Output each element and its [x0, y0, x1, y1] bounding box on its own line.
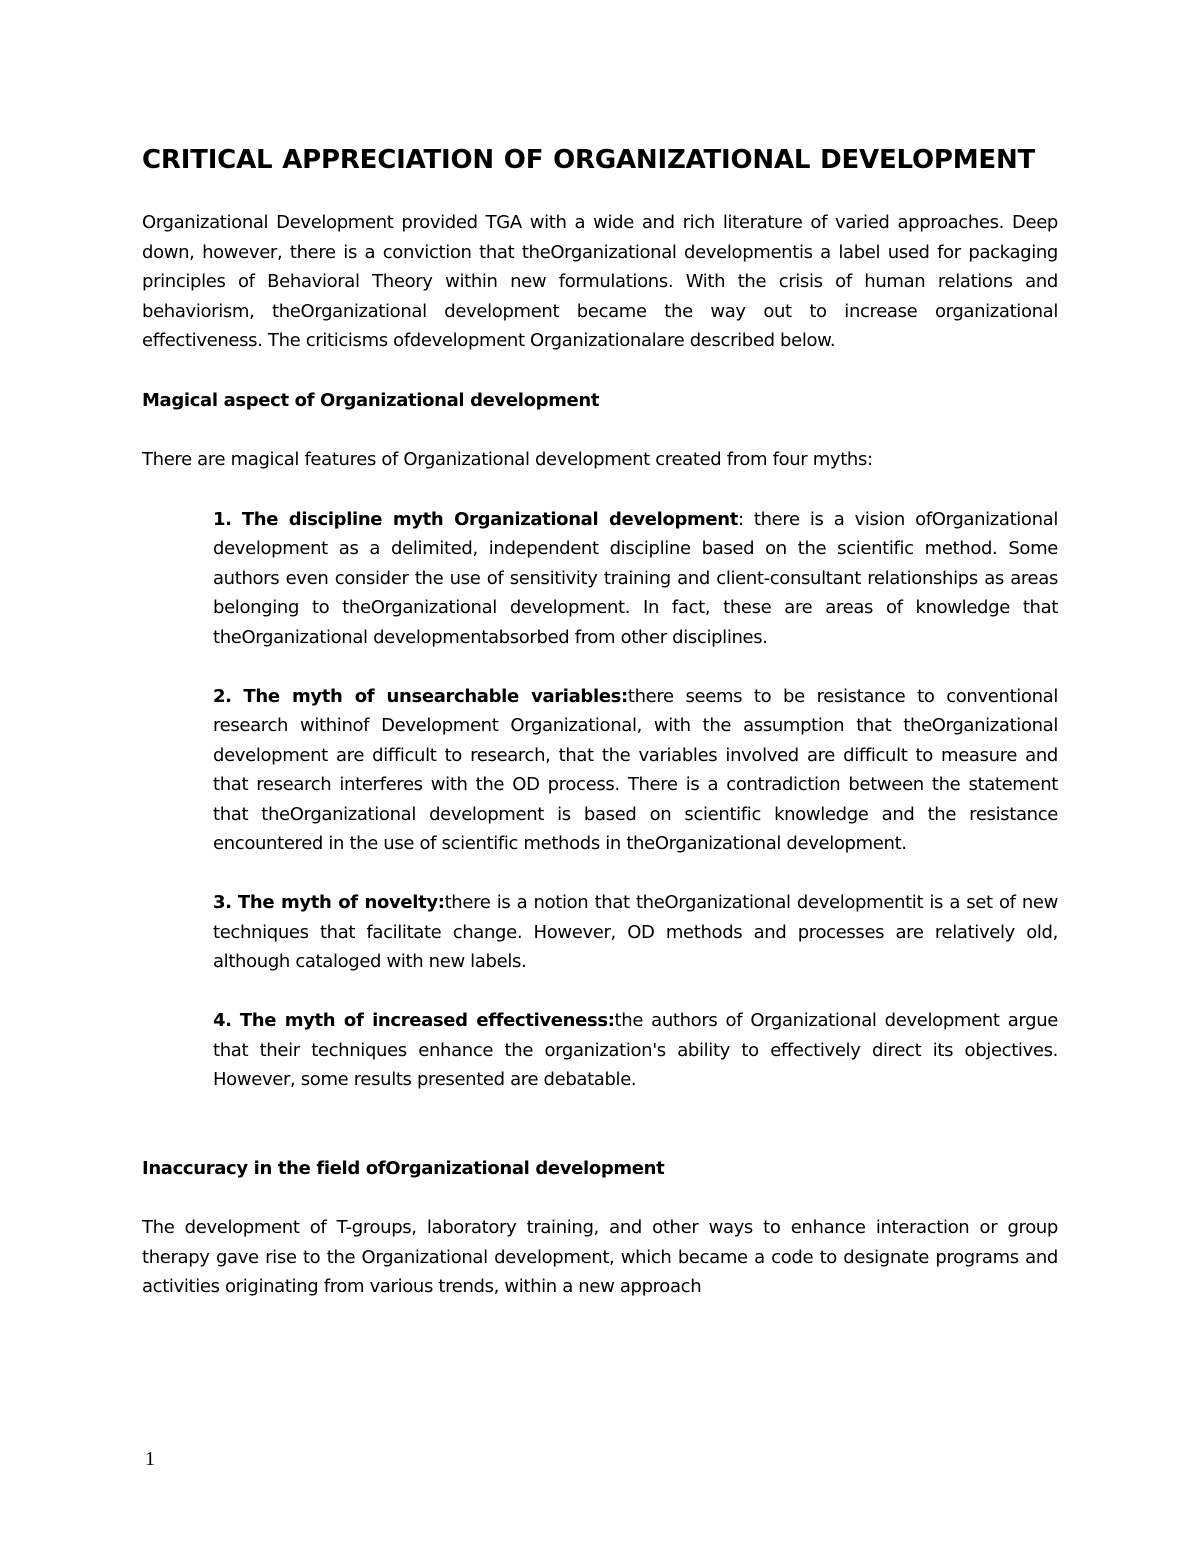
myth-title: The myth of increased effectiveness: — [239, 1010, 615, 1031]
document-body — [142, 141, 1058, 1302]
section-heading-inaccuracy: Inaccuracy in the field ofOrganizational development — [142, 1157, 665, 1179]
myths-list — [142, 505, 1058, 1095]
myth-title: The myth of novelty: — [237, 892, 445, 913]
myth-text: there seems to be resistance to conventional research withinof Development Organizational, with the assumption that theOrganizational development are difficult to research, that the variables involved are difficult to measure and that research interferes with the OD process. There is a contradiction between the statement that theOrganizational development is based on scientific knowledge and the resistance encountered in the use of scientific methods in theOrganizational development. — [213, 685, 1058, 854]
document-title: CRITICAL APPRECIATION OF ORGANIZATIONAL DEVELOPMENT — [142, 145, 1036, 175]
myth-number: 1. — [213, 508, 232, 530]
myth-number: 3. — [213, 892, 232, 913]
myth-item-novelty — [213, 888, 1058, 977]
section-heading-magical-aspect: Magical aspect of Organizational development — [142, 389, 600, 411]
page-number: 1 — [145, 1448, 155, 1470]
intro-paragraph: Organizational Development provided TGA with a wide and rich literature of varied approaches. Deep down, however, there is a conviction that theOrganizational developmentis a label used for packaging principles of Behavioral Theory within new formulations. With the crisis of human relations and behaviorism, theOrganizational development became the way out to increase organizational effectiveness. The criticisms ofdevelopment Organizationalare described below. — [142, 212, 1058, 351]
myth-number: 4. — [213, 1010, 232, 1031]
myth-item-unsearchable-variables — [213, 682, 1058, 859]
myth-text: the authors of Organizational development argue that their techniques enhance the organization's ability to effectively direct its objectives. However, some results presented are debatable. — [213, 1010, 1058, 1090]
myth-number: 2. — [213, 685, 232, 707]
myth-item-discipline — [213, 505, 1058, 653]
myths-lead-paragraph: There are magical features of Organizational development created from four myths: — [142, 449, 873, 470]
myth-item-increased-effectiveness — [213, 1006, 1058, 1095]
myth-separator: : — [737, 508, 754, 530]
myth-text: there is a notion that theOrganizational developmentit is a set of new techniques that facilitate change. However, OD methods and processes are relatively old, although cataloged with new labels. — [213, 892, 1058, 972]
myth-title: The discipline myth Organizational development — [241, 508, 738, 530]
inaccuracy-paragraph: The development of T-groups, laboratory training, and other ways to enhance interaction or group therapy gave rise to the Organizational development, which became a code to designate programs and activities originating from various trends, within a new approach — [142, 1217, 1058, 1297]
myth-text: there is a vision ofOrganizational development as a delimited, independent discipline based on the scientific method. Some authors even consider the use of sensitivity training and client-consultant relationships as areas belonging to theOrganizational development. In fact, these are areas of knowledge that theOrganizational developmentabsorbed from other disciplines. — [213, 508, 1058, 648]
myth-title: The myth of unsearchable variables: — [243, 685, 628, 707]
